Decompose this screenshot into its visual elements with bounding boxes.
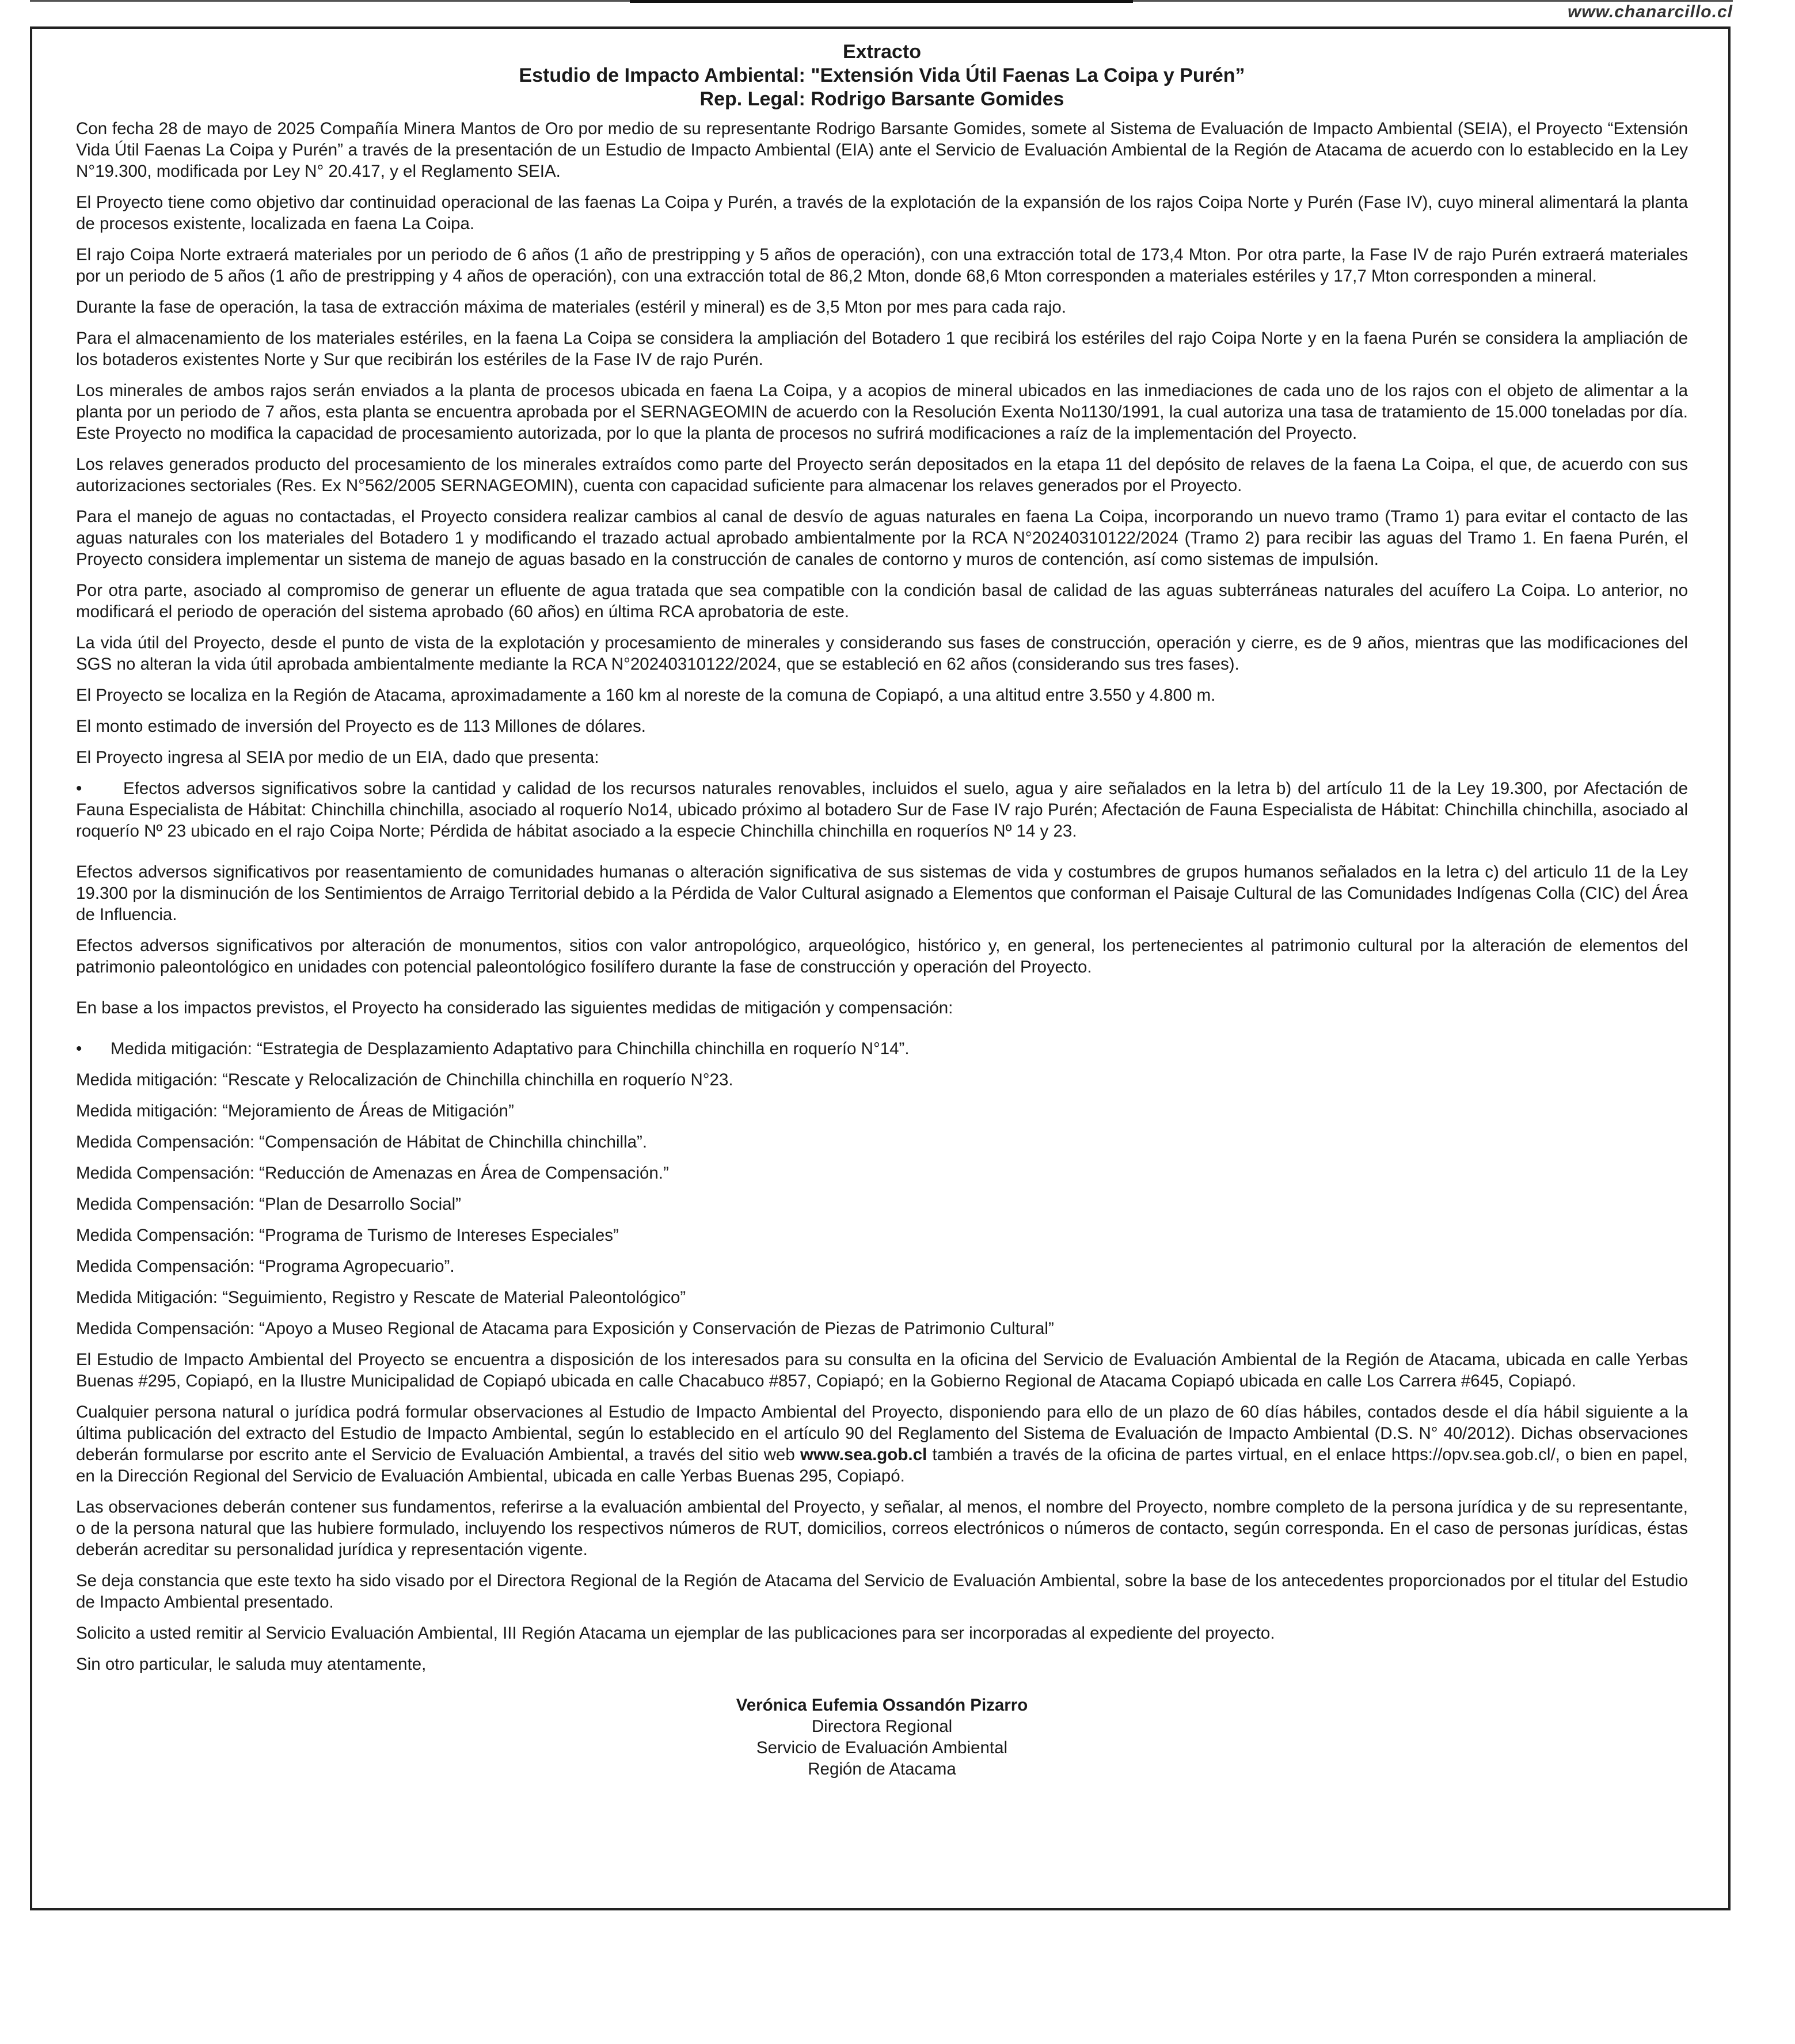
measures-bullet-item: [76, 1038, 1688, 1059]
paragraph: En base a los impactos previstos, el Proyecto ha considerado las siguientes medidas de mitigación y compensación:: [76, 998, 953, 1017]
heading-extracto: Extracto: [842, 41, 922, 63]
bullet-marker: •: [76, 1039, 82, 1058]
sea-website-link[interactable]: www.sea.gob.cl: [800, 1445, 927, 1464]
observations-text-a: Cualquier persona natural o jurídica podrá formular observaciones al Estudio de Impacto Ambiental del Proyecto, disponiendo para ello de un plazo de 60 días hábiles, contados desde el día hábil siguiente a la última publicación del extracto del Estudio de Impacto Ambiental, según lo establecido en el artículo 90 del Reglamento del Sistema de Evaluación de Impacto Ambiental (D.S. N° 40/2012). Dichas observaciones deberán formularse por escrito ante el Servicio de Evaluación Ambiental, a través del sitio web: [76, 1403, 1688, 1464]
site-url: www.chanarcillo.cl: [1568, 2, 1733, 21]
paragraph: El Proyecto tiene como objetivo dar continuidad operacional de las faenas La Coipa y Purén, a través de la explotación de la expansión de los rajos Coipa Norte y Purén (Fase IV), cuyo mineral alimentará la planta de procesos existente, localizada en faena La Coipa.: [76, 193, 1688, 233]
heading-study-title: Estudio de Impacto Ambiental: "Extensión Vida Útil Faenas La Coipa y Purén”: [519, 64, 1245, 86]
paragraph: Con fecha 28 de mayo de 2025 Compañía Minera Mantos de Oro por medio de su representante Rodrigo Barsante Gomides, somete al Sistema de Evaluación de Impacto Ambiental (SEIA), el Proyecto “Extensión Vida Útil Faenas La Coipa y Purén” a través de la presentación de un Estudio de Impacto Ambiental (EIA) ante el Servicio de Evaluación Ambiental de la Región de Atacama de acuerdo con lo establecido en la Ley N°19.300, modificada por Ley N° 20.417, y el Reglamento SEIA.: [76, 119, 1688, 181]
measures-bullet-text: Medida mitigación: “Estrategia de Desplazamiento Adaptativo para Chinchilla chinchilla en roquerío N°14”.: [111, 1039, 910, 1058]
measure-item: Medida Mitigación: “Seguimiento, Registro y Rescate de Material Paleontológico”: [76, 1288, 686, 1307]
top-rule-right: [1133, 0, 1733, 2]
paragraph: Efectos adversos significativos por reasentamiento de comunidades humanas o alteración significativa de sus sistemas de vida y costumbres de grupos humanos señalados en la letra c) del articulo 11 de la Ley 19.300 por la disminución de los Sentimientos de Arraigo Territorial debido a la Pérdida de Valor Cultural asignado a Elementos que conforman el Paisaje Cultural de las Comunidades Indígenas Colla (CIC) del Área de Influencia.: [76, 863, 1688, 924]
top-rule-left: [30, 0, 630, 2]
measure-item: Medida Compensación: “Reducción de Amenazas en Área de Compensación.”: [76, 1164, 669, 1183]
signatory-organization: Servicio de Evaluación Ambiental: [756, 1738, 1008, 1757]
top-rule-center: [630, 0, 1133, 3]
paragraph: Por otra parte, asociado al compromiso de generar un efluente de agua tratada que sea compatible con la condición basal de calidad de las aguas subterráneas naturales del acuífero La Coipa. Lo anterior, no modificará el periodo de operación del sistema aprobado (60 años) en última RCA aprobatoria de este.: [76, 581, 1688, 621]
paragraph: Para el manejo de aguas no contactadas, el Proyecto considera realizar cambios al canal de desvío de aguas naturales en faena La Coipa, incorporando un nuevo tramo (Tramo 1) para evitar el contacto de las aguas naturales con los materiales del Botadero 1 y modificando el trazado actual aprobado ambientalmente por la RCA N°20240310122/2024 (Tramo 2) para recibir las aguas del Tramo 1. En faena Purén, el Proyecto considera implementar un sistema de manejo de aguas basado en la construcción de canales de contorno y muros de contención, así como sistemas de impulsión.: [76, 507, 1688, 569]
signature-block: [76, 1695, 1688, 1780]
measure-item: Medida Compensación: “Plan de Desarrollo Social”: [76, 1195, 461, 1214]
paragraph: El monto estimado de inversión del Proyecto es de 113 Millones de dólares.: [76, 717, 646, 736]
heading-legal-rep: Rep. Legal: Rodrigo Barsante Gomides: [699, 88, 1064, 110]
bullet-marker: •: [76, 779, 82, 798]
signatory-region: Región de Atacama: [808, 1760, 956, 1779]
signatory-title: Directora Regional: [811, 1717, 953, 1736]
notice-body: [76, 40, 1688, 1780]
measure-item: Medida mitigación: “Mejoramiento de Áreas de Mitigación”: [76, 1101, 514, 1120]
paragraph: Efectos adversos significativos por alteración de monumentos, sitios con valor antropológico, arqueológico, histórico y, en general, los pertenecientes al patrimonio cultural por la alteración de elementos del patrimonio paleontológico en unidades con potencial paleontológico fosilífero durante la fase de construcción y operación del Proyecto.: [76, 936, 1688, 977]
measure-item: Medida Compensación: “Programa Agropecuario”.: [76, 1257, 455, 1276]
paragraph: El Proyecto se localiza en la Región de Atacama, aproximadamente a 160 km al noreste de la comuna de Copiapó, a una altitud entre 3.550 y 4.800 m.: [76, 686, 1216, 705]
paragraph: Los minerales de ambos rajos serán enviados a la planta de procesos ubicada en faena La Coipa, y a acopios de mineral ubicados en las inmediaciones de cada uno de los rajos con el objeto de alimentar a la planta por un periodo de 7 años, esta planta se encuentra aprobada por el SERNAGEOMIN de acuerdo con la Resolución Exenta No1130/1991, la cual autoriza una tasa de tratamiento de 15.000 toneladas por día. Este Proyecto no modifica la capacidad de procesamiento autorizada, por lo que la planta de procesos no sufrirá modificaciones a raíz de la implementación del Proyecto.: [76, 381, 1688, 443]
notice-heading: [76, 40, 1688, 111]
paragraph: El Estudio de Impacto Ambiental del Proyecto se encuentra a disposición de los interesados para su consulta en la oficina del Servicio de Evaluación Ambiental de la Región de Atacama, ubicada en calle Yerbas Buenas #295, Copiapó, en la Ilustre Municipalidad de Copiapó ubicada en calle Chacabuco #857, Copiapó; en la Gobierno Regional de Atacama Copiapó ubicada en calle Los Carrera #645, Copiapó.: [76, 1350, 1688, 1390]
effects-bullet-item: [76, 778, 1688, 842]
measure-item: Medida Compensación: “Compensación de Hábitat de Chinchilla chinchilla”.: [76, 1133, 648, 1152]
measure-item: Medida mitigación: “Rescate y Relocalización de Chinchilla chinchilla en roquerío N°23.: [76, 1070, 733, 1089]
observations-paragraph: [76, 1401, 1688, 1487]
paragraph: La vida útil del Proyecto, desde el punto de vista de la explotación y procesamiento de minerales y considerando sus fases de construcción, operación y cierre, es de 9 años, mientras que las modificaciones del SGS no alteran la vida útil aprobada ambientalmente mediante la RCA N°20240310122/2024, que se estableció en 62 años (considerando sus tres fases).: [76, 633, 1688, 674]
paragraph: Solicito a usted remitir al Servicio Evaluación Ambiental, III Región Atacama un ejemplar de las publicaciones para ser incorporadas al expediente del proyecto.: [76, 1624, 1275, 1643]
paragraph: Los relaves generados producto del procesamiento de los minerales extraídos como parte del Proyecto serán depositados en la etapa 11 del depósito de relaves de la faena La Coipa, el que, de acuerdo con sus autorizaciones sectoriales (Res. Ex N°562/2005 SERNAGEOMIN), cuenta con capacidad suficiente para almacenar los relaves generados por el Proyecto.: [76, 455, 1688, 495]
paragraph: Para el almacenamiento de los materiales estériles, en la faena La Coipa se considera la ampliación del Botadero 1 que recibirá los estériles del rajo Coipa Norte y en la faena Purén se considera la ampliación de los botaderos existentes Norte y Sur que recibirán los estériles de la Fase IV de rajo Purén.: [76, 329, 1688, 369]
measure-item: Medida Compensación: “Programa de Turismo de Intereses Especiales”: [76, 1226, 619, 1245]
measure-item: Medida Compensación: “Apoyo a Museo Regional de Atacama para Exposición y Conservación de Piezas de Patrimonio Cultural”: [76, 1319, 1054, 1338]
paragraph: Las observaciones deberán contener sus fundamentos, referirse a la evaluación ambiental del Proyecto, y señalar, al menos, el nombre del Proyecto, nombre completo de la persona jurídica y de su representante, o de la persona natural que las hubiere formulado, incluyendo los respectivos números de RUT, domicilios, correos electrónicos o números de contacto, según corresponda. En el caso de personas jurídicas, éstas deberán acreditar su personalidad jurídica y representación vigente.: [76, 1498, 1688, 1559]
paragraph: Durante la fase de operación, la tasa de extracción máxima de materiales (estéril y mineral) es de 3,5 Mton por mes para cada rajo.: [76, 298, 1067, 317]
effects-bullet-text: Efectos adversos significativos sobre la cantidad y calidad de los recursos naturales renovables, incluidos el suelo, agua y aire señalados en la letra b) del artículo 11 de la Ley 19.300, por Afectación de Fauna Especialista de Hábitat: Chinchilla chinchilla, asociado al roquerío No14, ubicado próximo al botadero Sur de Fase IV rajo Purén; Afectación de Fauna Especialista de Hábitat: Chinchilla chinchilla, asociado al roquerío Nº 23 ubicado en el rajo Coipa Norte; Pérdida de hábitat asociado a la especie Chinchilla chinchilla en roqueríos Nº 14 y 23.: [76, 779, 1688, 841]
signatory-name: Verónica Eufemia Ossandón Pizarro: [736, 1696, 1028, 1715]
paragraph: El rajo Coipa Norte extraerá materiales por un periodo de 6 años (1 año de prestripping y 5 años de operación), con una extracción total de 173,4 Mton. Por otra parte, la Fase IV de rajo Purén extraerá materiales por un periodo de 5 años (1 año de prestripping y 4 años de operación), con una extracción total de 86,2 Mton, donde 68,6 Mton corresponden a materiales estériles y 17,7 Mton corresponden a mineral.: [76, 245, 1688, 286]
paragraph: El Proyecto ingresa al SEIA por medio de un EIA, dado que presenta:: [76, 748, 599, 767]
paragraph: Se deja constancia que este texto ha sido visado por el Directora Regional de la Región de Atacama del Servicio de Evaluación Ambiental, sobre la base de los antecedentes proporcionados por el titular del Estudio de Impacto Ambiental presentado.: [76, 1571, 1688, 1612]
observations-text-b: también a través de la oficina de partes virtual, en el enlace https://opv.sea.gob.cl/, o bien en papel, en la Dirección Regional del Servicio de Evaluación Ambiental, ubicada en calle Yerbas Buenas 295, Copiapó.: [76, 1445, 1688, 1485]
closing-line: Sin otro particular, le saluda muy atentamente,: [76, 1655, 427, 1674]
